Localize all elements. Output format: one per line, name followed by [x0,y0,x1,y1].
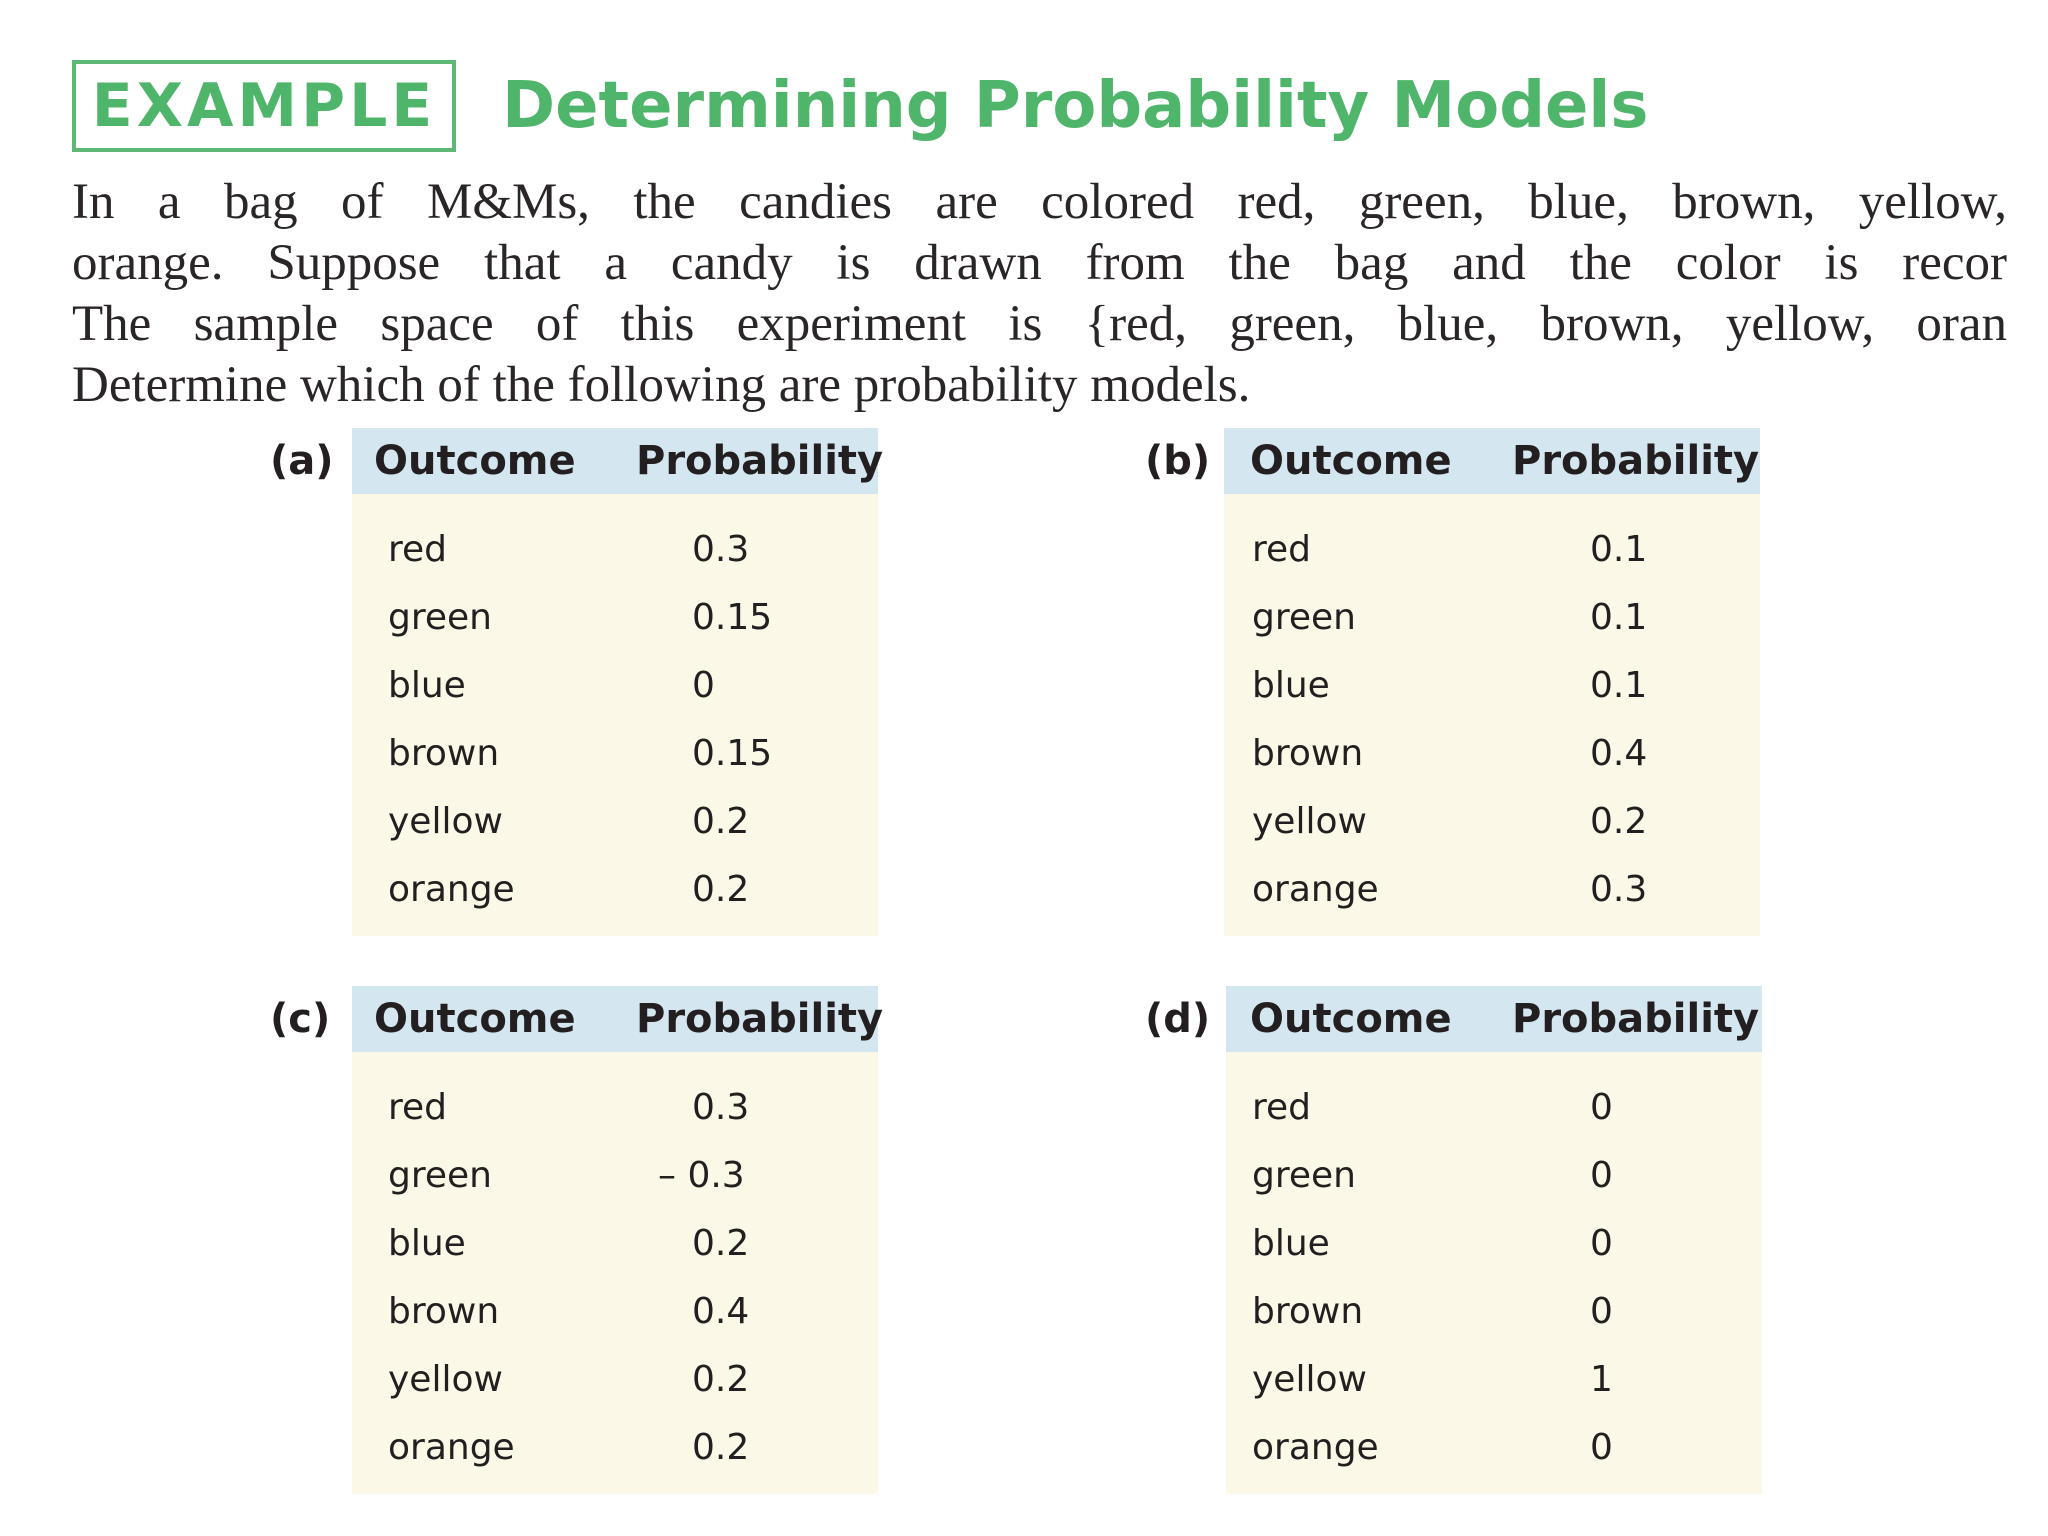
outcome-cell: orange [388,1427,515,1468]
table-header [1226,986,1762,1052]
probability-cell: 0.2 [692,1223,750,1264]
probability-cell: 0.4 [692,1291,750,1332]
outcome-cell: brown [388,1291,500,1332]
outcome-cell: green [388,597,492,638]
probability-cell: 0 [1590,1087,1613,1128]
table-row [352,1414,878,1482]
column-header-outcome: Outcome [374,438,576,484]
table-row [1224,856,1760,924]
example-badge [72,60,456,152]
column-header-probability: Probability [1512,996,1760,1042]
table-row [1224,788,1760,856]
probability-cell: 0.1 [1590,597,1648,638]
table-row [1224,720,1760,788]
probability-cell: 0 [1590,1155,1613,1196]
table-header [352,986,884,1052]
paragraph-line: The sample space of this experiment is {red, green, blue, brown, yellow, oran [72,296,2007,352]
probability-table-c [352,986,884,1494]
page-title: Determining Probability Models [502,69,1649,143]
table-row [352,1278,878,1346]
outcome-cell: red [388,529,448,570]
table-row [1226,1210,1762,1278]
table-row [1224,516,1760,584]
table-row [352,1142,878,1210]
table-row [352,720,878,788]
table-row [1226,1346,1762,1414]
column-header-probability: Probability [1512,438,1760,484]
probability-table-a [352,428,884,936]
outcome-cell: yellow [1252,801,1367,842]
probability-cell: 0.3 [692,529,750,570]
outcome-cell: green [1252,597,1356,638]
probability-cell: 1 [1590,1359,1613,1400]
probability-cell: 0.3 [692,1087,750,1128]
table-row [352,788,878,856]
column-header-outcome: Outcome [1250,996,1452,1042]
table-row [1226,1414,1762,1482]
outcome-cell: blue [388,1223,466,1264]
probability-cell: 0.2 [692,801,750,842]
table-body [1224,494,1760,936]
probability-table-d [1226,986,1762,1494]
probability-cell: 0.15 [692,733,773,774]
table-body [352,494,878,936]
probability-cell: 0 [692,665,715,706]
paragraph-line: In a bag of M&Ms, the candies are colored red, green, blue, brown, yellow, [72,174,2007,230]
column-header-outcome: Outcome [1250,438,1452,484]
outcome-cell: red [1252,1087,1312,1128]
outcome-cell: green [388,1155,492,1196]
column-header-outcome: Outcome [374,996,576,1042]
table-row [1226,1142,1762,1210]
outcome-cell: orange [388,869,515,910]
probability-cell: 0.2 [692,1359,750,1400]
table-row [1224,652,1760,720]
probability-cell: – 0.3 [658,1155,745,1196]
probability-cell: 0 [1590,1291,1613,1332]
outcome-cell: blue [1252,1223,1330,1264]
table-label-b: (b) [1145,438,1211,484]
outcome-cell: yellow [388,1359,503,1400]
outcome-cell: yellow [388,801,503,842]
table-label-c: (c) [270,996,331,1042]
table-row [352,584,878,652]
probability-cell: 0.2 [1590,801,1648,842]
table-body [1226,1052,1762,1494]
table-label-d: (d) [1145,996,1211,1042]
table-row [352,856,878,924]
outcome-cell: brown [1252,1291,1364,1332]
paragraph-line: Determine which of the following are probability models. [72,357,1251,413]
table-row [352,516,878,584]
column-header-probability: Probability [636,996,884,1042]
outcome-cell: brown [1252,733,1364,774]
table-row [1224,584,1760,652]
outcome-cell: green [1252,1155,1356,1196]
outcome-cell: red [1252,529,1312,570]
table-row [352,652,878,720]
table-row [352,1210,878,1278]
probability-cell: 0 [1590,1427,1613,1468]
probability-cell: 0.3 [1590,869,1648,910]
probability-cell: 0.4 [1590,733,1648,774]
table-row [352,1346,878,1414]
table-header [352,428,884,494]
probability-cell: 0.2 [692,1427,750,1468]
column-header-probability: Probability [636,438,884,484]
table-header [1224,428,1760,494]
probability-cell: 0.1 [1590,529,1648,570]
outcome-cell: yellow [1252,1359,1367,1400]
outcome-cell: orange [1252,869,1379,910]
outcome-cell: blue [388,665,466,706]
probability-cell: 0.2 [692,869,750,910]
problem-paragraph [72,172,2007,416]
table-row [1226,1278,1762,1346]
table-row [352,1074,878,1142]
example-badge-text: EXAMPLE [91,71,437,141]
table-row [1226,1074,1762,1142]
probability-table-b [1224,428,1760,936]
probability-cell: 0.1 [1590,665,1648,706]
table-label-a: (a) [270,438,334,484]
probability-cell: 0.15 [692,597,773,638]
outcome-cell: brown [388,733,500,774]
outcome-cell: red [388,1087,448,1128]
outcome-cell: blue [1252,665,1330,706]
paragraph-line: orange. Suppose that a candy is drawn from the bag and the color is recor [72,235,2007,291]
table-body [352,1052,878,1494]
probability-cell: 0 [1590,1223,1613,1264]
outcome-cell: orange [1252,1427,1379,1468]
